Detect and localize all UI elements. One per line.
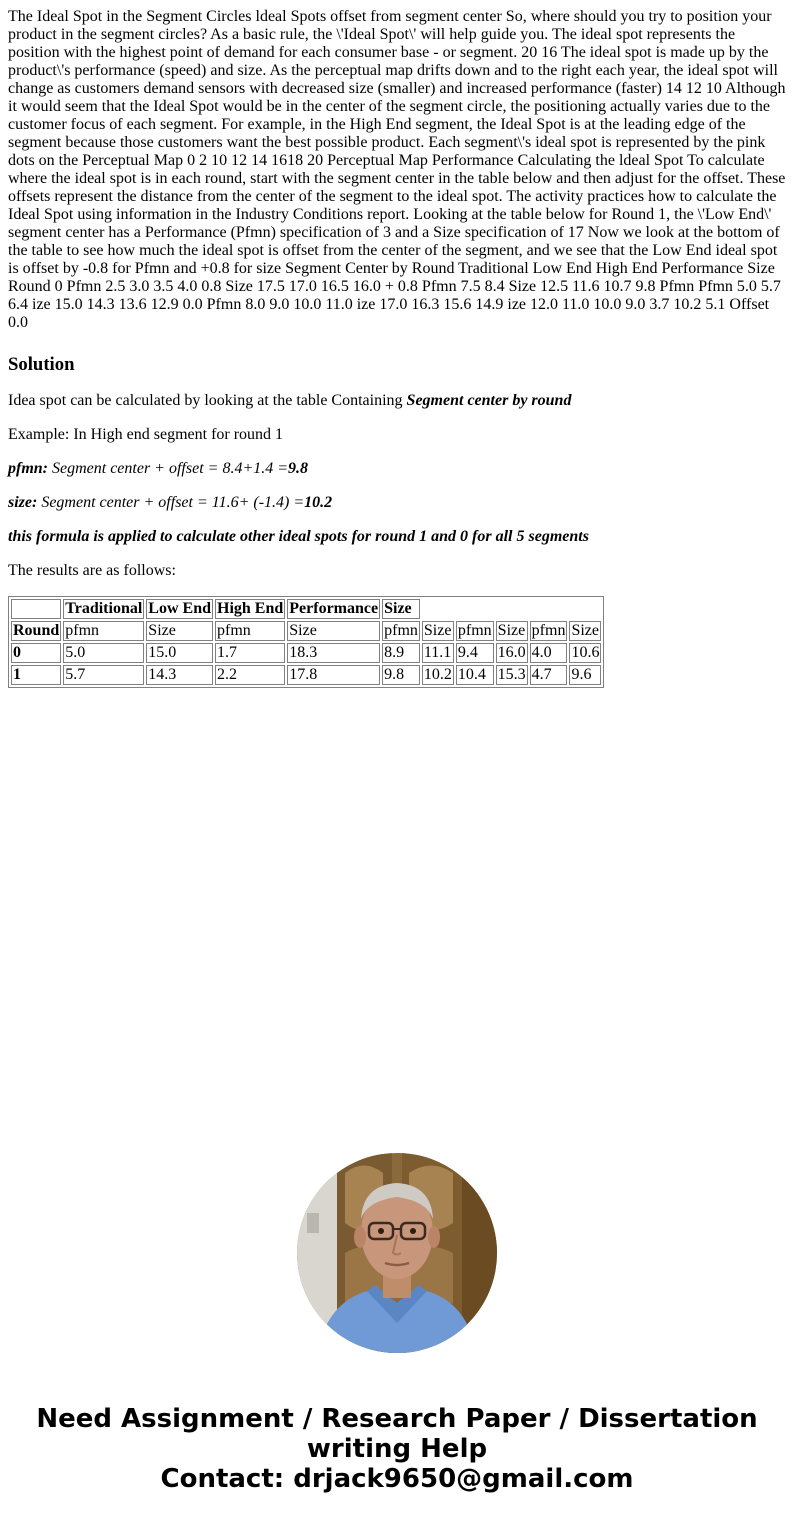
header-cell-high-end: High End bbox=[217, 600, 284, 617]
subheader-cell: pfmn bbox=[457, 622, 492, 639]
promo-contact: Contact: drjack9650@gmail.com bbox=[160, 1464, 634, 1494]
table-cell: 14.3 bbox=[146, 665, 213, 685]
solution-intro bbox=[8, 392, 786, 410]
size-formula-line bbox=[8, 494, 786, 512]
table-cell: 9.8 bbox=[382, 665, 420, 685]
table-cell: 15.0 bbox=[146, 643, 213, 663]
round-cell: 1 bbox=[11, 665, 61, 685]
subheader-cell-round: Round bbox=[13, 622, 60, 639]
subheader-cell: Size bbox=[287, 621, 380, 641]
table-cell: 10.4 bbox=[456, 665, 494, 685]
table-cell: 16.0 bbox=[497, 644, 526, 661]
table-cell: 4.7 bbox=[530, 665, 568, 685]
table-cell: 9.6 bbox=[569, 665, 601, 685]
pfmn-formula: Segment center + offset = 8.4+1.4 = bbox=[48, 460, 289, 477]
formula-note-text: this formula is applied to calculate other ideal spots for round 1 and 0 for all 5 segments bbox=[8, 528, 589, 545]
table-cell: 2.2 bbox=[215, 665, 285, 685]
intro-emphasis: Segment center by round bbox=[406, 392, 572, 409]
pfmn-formula-line bbox=[8, 460, 786, 478]
pfmn-label: pfmn: bbox=[8, 460, 48, 477]
header-cell-traditional: Traditional bbox=[65, 600, 143, 617]
table-cell: 11.1 bbox=[422, 643, 454, 663]
header-cell-size: Size bbox=[382, 599, 420, 619]
table-cell: 1.7 bbox=[215, 643, 285, 663]
table-cell: 4.0 bbox=[530, 643, 568, 663]
round-cell: 0 bbox=[11, 643, 61, 663]
results-intro: The results are as follows: bbox=[8, 562, 176, 579]
subheader-cell: pfmn bbox=[531, 622, 566, 639]
size-formula: Segment center + offset = 11.6+ (-1.4) = bbox=[37, 494, 305, 511]
subheader-cell: pfmn bbox=[63, 621, 144, 641]
header-cell-low-end: Low End bbox=[148, 600, 211, 617]
table-cell: 10.2 bbox=[423, 666, 452, 683]
table-cell: 15.3 bbox=[497, 666, 526, 683]
results-table bbox=[8, 596, 604, 688]
table-header-row bbox=[11, 599, 601, 619]
pfmn-result: 9.8 bbox=[288, 460, 309, 477]
subheader-cell: pfmn bbox=[215, 621, 285, 641]
table-cell: 8.9 bbox=[382, 643, 420, 663]
intro-text: Idea spot can be calculated by looking at the table Containing bbox=[8, 392, 407, 409]
formula-note bbox=[8, 528, 786, 546]
table-cell: 18.3 bbox=[287, 643, 380, 663]
solution-example: Example: In High end segment for round 1 bbox=[8, 426, 284, 443]
table-cell: 9.4 bbox=[456, 643, 494, 663]
subheader-cell: Size bbox=[146, 621, 213, 641]
table-subheader-row bbox=[11, 621, 601, 641]
size-result: 10.2 bbox=[304, 494, 333, 511]
header-cell-performance: Performance bbox=[289, 600, 379, 617]
subheader-cell: Size bbox=[422, 621, 454, 641]
header-cell-empty bbox=[11, 599, 61, 619]
solution-heading: Solution bbox=[8, 354, 75, 375]
question-text: The Ideal Spot in the Segment Circles ldeal Spots offset from segment center So, where should you try to position your product in the segment circles? As a basic rule, the \'Ideal Spot\' will help guide you. The ideal spot represents the position with the highest point of demand for each consumer base - or segment. 20 16 The ideal spot is made up by the product\'s performance (speed) and size. As the perceptual map drifts down and to the right each year, the ideal spot will change as customers demand sensors with decreased size (smaller) and increased performance (faster) 14 12 10 Although it would seem that the Ideal Spot would be in the center of the segment circle, the positioning actually varies due to the customer focus of each segment. For example, in the High End segment, the Ideal Spot is at the leading edge of the segment because those customers want the best possible product. Each segment\'s ideal spot is represented by the pink dots on the Perceptual Map 0 2 10 12 14 1618 20 Perceptual Map Performance Calculating the ldeal Spot To calculate where the ideal spot is in each round, start with the segment center in the table below and then adjust for the offset. These offsets represent the distance from the center of the segment to the ideal spot. The activity practices how to calculate the Ideal Spot using information in the Industry Conditions report. Looking at the table below for Round 1, the \'Low End\' segment center has a Performance (Pfmn) specification of 3 and a Size specification of 17 Now we look at the bottom of the table to see how much the ideal spot is offset from the center of the segment, and we see that the Low End ideal spot is offset by -0.8 for Pfmn and +0.8 for size Segment Center by Round Traditional Low End High End Performance Size Round 0 Pfmn 2.5 3.0 3.5 4.0 0.8 Size 17.5 17.0 16.5 16.0 + 0.8 Pfmn 7.5 8.4 Size 12.5 11.6 10.7 9.8 Pfmn Pfmn 5.0 5.7 6.4 ize 15.0 14.3 13.6 12.9 0.0 Pfmn 8.0 9.0 10.0 11.0 ize 17.0 16.3 15.6 14.9 ize 12.0 11.0 10.0 9.0 3.7 10.2 5.1 Offset 0.0 bbox=[8, 8, 786, 331]
table-cell: 5.0 bbox=[63, 643, 144, 663]
promo-banner bbox=[0, 1404, 794, 1494]
table-cell: 5.7 bbox=[63, 665, 144, 685]
size-label: size: bbox=[8, 494, 38, 511]
table-cell: 10.6 bbox=[571, 644, 600, 661]
subheader-cell: Size bbox=[496, 621, 528, 641]
page-content bbox=[0, 0, 794, 688]
table-row bbox=[11, 643, 601, 663]
table-row bbox=[11, 665, 601, 685]
subheader-cell: pfmn bbox=[384, 622, 418, 639]
subheader-cell: Size bbox=[569, 621, 601, 641]
person-photo-icon bbox=[297, 1153, 497, 1353]
promo-line-1: Need Assignment / Research Paper / Dissertation bbox=[36, 1404, 758, 1434]
promo-line-2: writing Help bbox=[306, 1434, 488, 1464]
table-cell: 17.8 bbox=[287, 665, 380, 685]
avatar bbox=[297, 1153, 497, 1353]
